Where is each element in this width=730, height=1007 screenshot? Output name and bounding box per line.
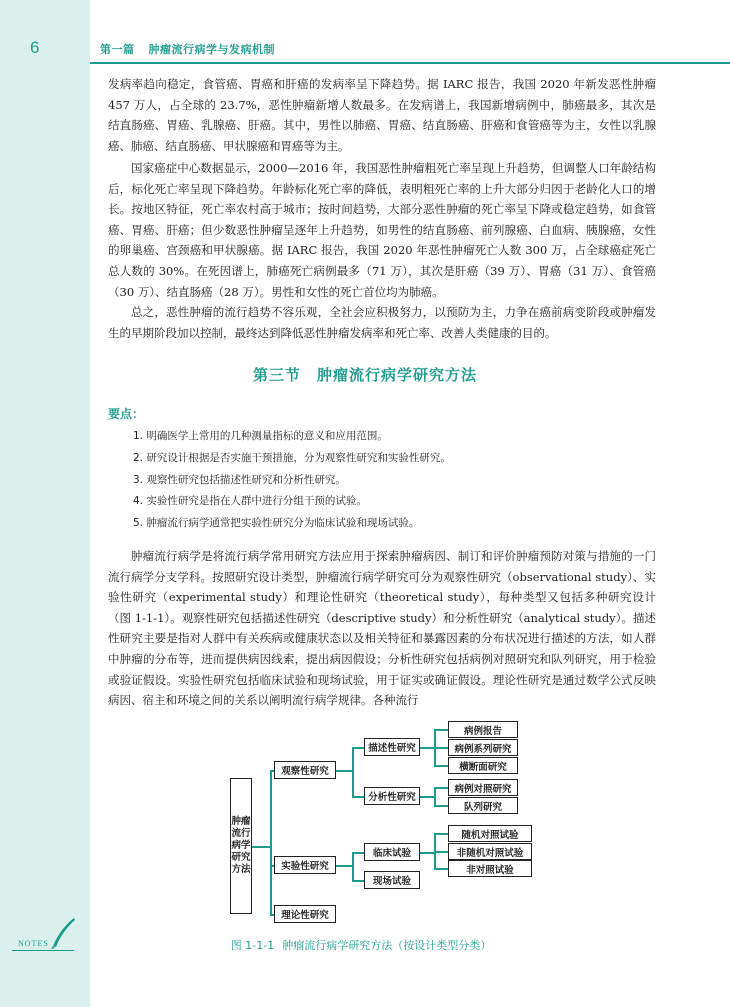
key-point: 5. 肿瘤流行病学通常把实验性研究分为临床试验和现场试验。 bbox=[133, 517, 420, 530]
figure-caption bbox=[0, 937, 730, 953]
connector bbox=[434, 765, 448, 767]
connector bbox=[434, 833, 448, 835]
notes-label: NOTES bbox=[18, 939, 49, 948]
running-header bbox=[100, 41, 289, 57]
cohort-box: 队列研究 bbox=[448, 797, 518, 814]
key-point: 2. 研究设计根据是否实施干预措施，分为观察性研究和实验性研究。 bbox=[133, 451, 451, 464]
pen-icon bbox=[48, 916, 78, 950]
connector bbox=[270, 770, 272, 915]
analytical-box: 分析性研究 bbox=[364, 787, 420, 805]
connector bbox=[434, 805, 448, 807]
case-report-box: 病例报告 bbox=[448, 721, 518, 738]
figure-label: 图 1-1-1 bbox=[230, 939, 275, 952]
key-points-title: 要点： bbox=[108, 407, 145, 421]
rct-box: 随机对照试验 bbox=[448, 825, 532, 842]
paragraph-summary: 总之，恶性肿瘤的流行趋势不容乐观，全社会应积极努力，以预防为主，力争在癌前病变阶段或肿瘤发生的早期阶段加以控制，最终达到降低恶性肿瘤发病率和死亡率、改善人类健康的目的。 bbox=[108, 305, 656, 340]
uncontrolled-trial-box: 非对照试验 bbox=[448, 860, 532, 877]
connector bbox=[434, 868, 448, 870]
theoretical-box: 理论性研究 bbox=[274, 905, 336, 923]
connector bbox=[420, 852, 434, 854]
left-margin-band bbox=[0, 0, 90, 1007]
paragraph-methods: 肿瘤流行病学是将流行病学常用研究方法应用于探索肿瘤病因、制订和评价肿瘤预防对策与措施的一门流行病学分支学科。按照研究设计类型，肿瘤流行病学研究可分为观察性研究（observational study）、实验性研究（experimental study）和理论性研究（theoretical study），每种类型又包括多种研究设计（图 1-1-1）。观察性研究包括描述性研究（descriptive study）和分析性研究（analytical study）。描述性研究主要是指对人群中有关疾病或健康状态以及相关特征和暴露因素的分布状况进行描述的方法，如人群中肿瘤的分布等，进而提供病因线索，提出病因假设；分析性研究包括病例对照研究和队列研究，用于检验或验证假设。实验性研究包括临床试验和现场试验，用于证实或确证假设。理论性研究是通过数学公式反映病因、宿主和环境之间的关系以阐明流行病学规律。各种流行 bbox=[108, 549, 656, 708]
connector bbox=[420, 747, 434, 749]
connector bbox=[352, 852, 354, 881]
observational-box: 观察性研究 bbox=[274, 761, 336, 779]
connector bbox=[352, 747, 354, 797]
case-series-box: 病例系列研究 bbox=[448, 739, 518, 756]
connector bbox=[434, 787, 436, 805]
key-point: 3. 观察性研究包括描述性研究和分析性研究。 bbox=[133, 473, 346, 486]
connector bbox=[336, 770, 352, 772]
clinical-trial-box: 临床试验 bbox=[364, 843, 420, 861]
root-box: 肿瘤流行病学研究方法 bbox=[230, 778, 252, 914]
connector bbox=[352, 796, 364, 798]
cross-sectional-box: 横断面研究 bbox=[448, 757, 518, 774]
connector bbox=[252, 846, 270, 848]
paragraph-mortality: 国家癌症中心数据显示，2000—2016 年，我国恶性肿瘤粗死亡率呈现上升趋势，但调整人口年龄结构后，标化死亡率呈现下降趋势。年龄标化死亡率的降低，表明粗死亡率的上升大部分归因于老龄化人口的增长。按地区特征，死亡率农村高于城市；按时间趋势，大部分恶性肿瘤的死亡率呈下降或稳定趋势，如食管癌、胃癌、肝癌；但少数恶性肿瘤呈逐年上升趋势，如男性的结直肠癌、前列腺癌、白血病、胰腺癌，女性的卵巢癌、宫颈癌和甲状腺癌。据 IARC 报告，我国 2020 年恶性肿瘤死亡人数 300 万，占全球癌症死亡总人数的 30%。在死因谱上，肺癌死亡病例最多（71 万），其次是肝癌（39 万）、胃癌（31 万）、食管癌（30 万）、结直肠癌（28 万）。男性和女性的死亡首位均为肺癌。 bbox=[108, 161, 656, 299]
non-rct-box: 非随机对照试验 bbox=[448, 843, 532, 860]
descriptive-box: 描述性研究 bbox=[364, 738, 420, 756]
part-title: 肿瘤流行病学与发病机制 bbox=[148, 43, 275, 56]
connector bbox=[352, 880, 364, 882]
connector bbox=[434, 729, 448, 731]
section-title: 第三节 肿瘤流行病学研究方法 bbox=[252, 366, 477, 384]
experimental-box: 实验性研究 bbox=[274, 856, 336, 874]
notes-underline bbox=[12, 950, 74, 951]
connector bbox=[434, 747, 448, 749]
connector bbox=[434, 787, 448, 789]
key-point: 1. 明确医学上常用的几种测量指标的意义和应用范围。 bbox=[133, 430, 388, 442]
connector bbox=[352, 747, 364, 749]
page-number: 6 bbox=[30, 38, 40, 57]
connector bbox=[336, 865, 352, 867]
paragraph-incidence: 发病率趋向稳定，食管癌、胃癌和肝癌的发病率呈下降趋势。据 IARC 报告，我国 2020 年新发恶性肿瘤 457 万人，占全球的 23.7%，恶性肿瘤新增人数最多。在发病谱上，我国新增病例中，肺癌最多，其次是结直肠癌、胃癌、乳腺癌、肝癌。其中，男性以肺癌、胃癌、结直肠癌、肝癌和食管癌等为主，女性以乳腺癌、肺癌、结直肠癌、甲状腺癌和胃癌等为主。 bbox=[108, 77, 656, 153]
field-trial-box: 现场试验 bbox=[364, 871, 420, 889]
key-point: 4. 实验性研究是指在人群中进行分组干预的试验。 bbox=[133, 495, 367, 508]
connector bbox=[420, 796, 434, 798]
connector bbox=[352, 852, 364, 854]
case-control-box: 病例对照研究 bbox=[448, 779, 518, 796]
key-points-list bbox=[133, 426, 451, 535]
header-rule bbox=[90, 62, 730, 64]
connector bbox=[434, 851, 448, 853]
research-methods-diagram bbox=[224, 720, 544, 930]
part-label: 第一篇 bbox=[100, 43, 135, 56]
figure-caption-text: 肿瘤流行病学研究方法（按设计类型分类） bbox=[282, 939, 492, 952]
